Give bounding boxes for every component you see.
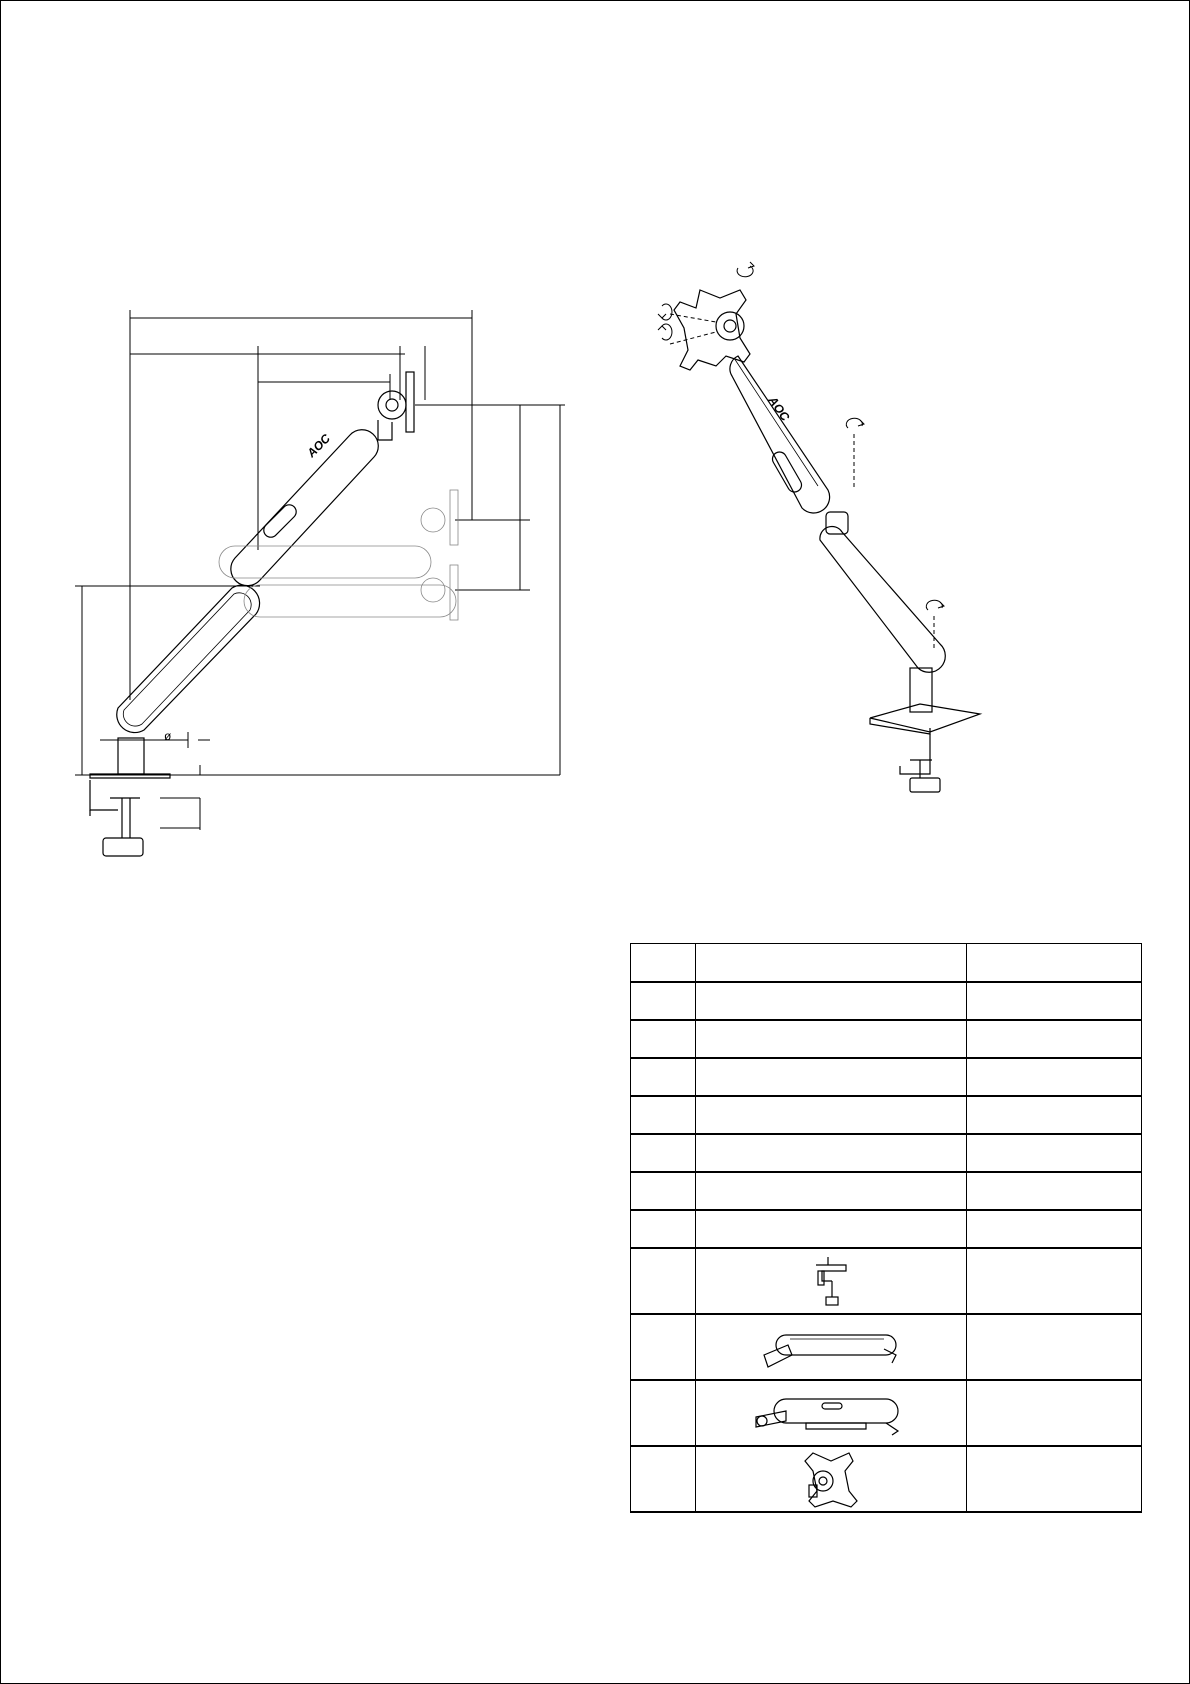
row-qty	[967, 1314, 1142, 1380]
table-row	[631, 1134, 1142, 1172]
row-no	[631, 1096, 696, 1134]
row-qty	[967, 1096, 1142, 1134]
diameter-symbol: ø	[164, 729, 172, 743]
vesa-plate-outline	[674, 290, 750, 370]
row-qty	[967, 982, 1142, 1020]
rotation-arrows	[658, 262, 944, 650]
row-no	[631, 982, 696, 1020]
table-row	[631, 1096, 1142, 1134]
row-name	[696, 1020, 967, 1058]
table-row	[631, 1058, 1142, 1096]
table-header-row	[631, 944, 1142, 982]
row-no	[631, 1172, 696, 1210]
row-image-cell	[696, 1380, 967, 1446]
row-no	[631, 1020, 696, 1058]
vesa-plate-icon	[799, 1447, 863, 1511]
side-view-dimension-drawing	[60, 290, 580, 880]
row-qty	[967, 1172, 1142, 1210]
row-qty	[967, 1134, 1142, 1172]
row-qty	[967, 1248, 1142, 1314]
row-no	[631, 1248, 696, 1314]
row-no	[631, 1210, 696, 1248]
row-no	[631, 1058, 696, 1096]
arm-logo-perspective: AOC	[765, 393, 793, 424]
header-cell-name	[696, 944, 967, 982]
row-no	[631, 1446, 696, 1512]
row-name	[696, 1210, 967, 1248]
desk-clamp-icon	[806, 1251, 856, 1311]
table-row	[631, 1172, 1142, 1210]
lower-arm-icon	[756, 1319, 906, 1375]
row-name	[696, 1096, 967, 1134]
row-name	[696, 1134, 967, 1172]
perspective-view-drawing	[650, 250, 1070, 870]
row-qty	[967, 1058, 1142, 1096]
table-row	[631, 1210, 1142, 1248]
row-qty	[967, 1020, 1142, 1058]
row-no	[631, 1134, 696, 1172]
row-name	[696, 1058, 967, 1096]
table-row	[631, 982, 1142, 1020]
row-qty	[967, 1380, 1142, 1446]
row-no	[631, 1314, 696, 1380]
arm-logo: AOC	[304, 431, 333, 461]
row-name	[696, 982, 967, 1020]
table-row	[631, 1380, 1142, 1446]
parts-list-table	[630, 943, 1142, 1513]
row-image-cell	[696, 1314, 967, 1380]
row-qty	[967, 1446, 1142, 1512]
table-row	[631, 1314, 1142, 1380]
header-cell-no	[631, 944, 696, 982]
row-name	[696, 1172, 967, 1210]
table-row	[631, 1248, 1142, 1314]
upper-arm-icon	[746, 1385, 916, 1441]
dimension-lines	[75, 310, 565, 830]
row-qty	[967, 1210, 1142, 1248]
row-image-cell	[696, 1248, 967, 1314]
row-no	[631, 1380, 696, 1446]
header-cell-qty	[967, 944, 1142, 982]
row-image-cell	[696, 1446, 967, 1512]
table-row	[631, 1446, 1142, 1512]
table-row	[631, 1020, 1142, 1058]
